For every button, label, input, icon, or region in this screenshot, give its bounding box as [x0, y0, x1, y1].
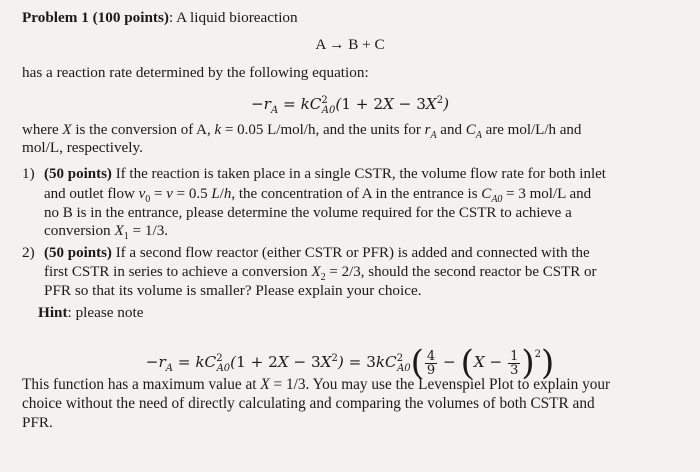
hint-line-1: This function has a maximum value at X = 1/3. You may use the Levenspiel Plot to explain your	[22, 376, 611, 393]
part1-line-3: no B is in the entrance, please determine the volume required for the CSTR to achieve a	[44, 205, 572, 221]
part1-points: (50 points)	[44, 166, 112, 182]
hint-equation: $-r_A = kC^2_{A0}(1 + 2X - 3X^2) = 3kC^2_{A0}$( $\frac{4}{9}$ − (X − $\frac{1}{3}$ )$^2$)	[145, 343, 555, 383]
part1-line-1	[44, 165, 606, 183]
reaction-equation: A → B + C	[315, 36, 385, 53]
part2-line-1-text: If a second flow reactor (either CSTR or PFR) is added and connected with the	[115, 245, 590, 261]
hint-label-rest: : please note	[67, 304, 144, 321]
problem-title-rest: : A liquid bioreaction	[168, 9, 298, 26]
part1-line-2: and outlet flow $v_0 = v = 0.5$ L/h, the concentration of A in the entrance is $C_{A0} = 3$ mol/L and	[44, 186, 592, 205]
rate-equation: $-r_A = kC^2_{A0}(1 + 2X - 3X^2)$	[250, 95, 450, 117]
intro-text: has a reaction rate determined by the following equation:	[22, 64, 369, 81]
where-line-1: where X is the conversion of A, k = 0.05 L/mol/h, and the units for $r_A$ and $C_A$ are mol/L/h and	[22, 122, 582, 141]
hint-line-2: choice without the need of directly calculating and comparing the volumes of both CSTR and	[22, 395, 595, 412]
part2-line-2: first CSTR in series to achieve a conversion $X_2 = 2/3$, should the second reactor be CSTR or	[44, 264, 597, 283]
part2-line-3: PFR so that its volume is smaller? Please explain your choice.	[44, 282, 422, 299]
part1-number: 1)	[22, 165, 35, 182]
hint-label-bold: Hint	[38, 304, 68, 321]
part1-line-4: conversion $X_1 = 1/3$.	[44, 222, 169, 243]
problem-title-bold: Problem 1 (100 points)	[22, 9, 169, 26]
part2-line-1	[44, 244, 590, 262]
hint-label	[38, 304, 143, 322]
where-line-2: mol/L, respectively.	[22, 139, 143, 156]
problem-title	[22, 9, 298, 27]
part2-points: (50 points)	[44, 245, 112, 261]
hint-line-3: PFR.	[22, 414, 53, 431]
part2-number: 2)	[22, 244, 35, 261]
part1-line-1-text: If the reaction is taken place in a single CSTR, the volume flow rate for both inlet	[115, 166, 606, 182]
